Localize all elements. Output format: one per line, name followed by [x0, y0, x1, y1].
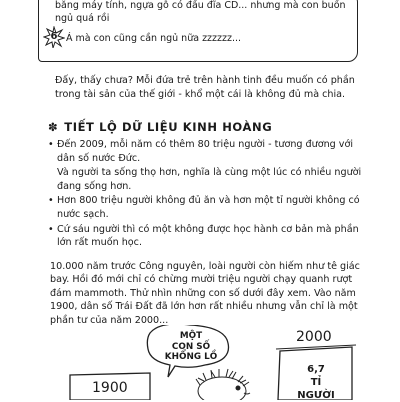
list-item-text: Cứ sáu người thì có một không được học hành cơ bản mà phần lớn rất muốn học. — [57, 223, 359, 249]
ornament-icon: ✽ — [48, 120, 59, 134]
bullet-icon: • — [48, 223, 54, 235]
fact-list — [48, 138, 364, 251]
speech-bubble-line: MỘT — [179, 331, 203, 341]
speech-bubble-text — [156, 331, 226, 363]
sign-line: TỈ — [310, 377, 322, 388]
list-item — [48, 223, 364, 250]
population-cartoon — [0, 325, 400, 400]
sign-line: 6,7 — [307, 364, 325, 375]
year-label-2000: 2000 — [296, 329, 332, 345]
bullet-icon: • — [48, 195, 54, 207]
list-item — [48, 194, 364, 221]
speech-bubble-line: KHỔNG LỒ — [164, 352, 218, 362]
section-heading-text: TIẾT LỘ DỮ LIỆU KINH HOÀNG — [64, 120, 273, 134]
list-continuation-box — [38, 0, 358, 62]
sign-line: NGƯỜI — [297, 390, 335, 401]
population-sign-text — [286, 363, 346, 402]
list-item — [48, 138, 364, 165]
list-item-number: 6 — [50, 31, 58, 42]
list-item-subtext: Và người ta sống thọ hơn, nghĩa là cùng một lúc có nhiều người đang sống hơn. — [57, 167, 362, 192]
list-item-text: Đến 2009, mỗi năm có thêm 80 triệu người - tương đương với dân số nước Đức. — [57, 139, 354, 164]
list-item-text: Hơn 800 triệu người không đủ ăn và hơn một tỉ người không có nước sạch. — [57, 195, 360, 220]
intro-paragraph: Đấy, thấy chưa? Mỗi đứa trẻ trên hành tinh đều muốn có phần trong tài sản của thế giới - khổ một cái là không đủ mà chia. — [55, 75, 355, 100]
list-text-line: ngủ quá rồi — [55, 13, 110, 24]
list-text-line: Á mà con cũng cần ngủ nữa zzzzzz... — [66, 33, 242, 44]
year-label-1900: 1900 — [92, 380, 128, 396]
section-heading — [48, 120, 272, 134]
speech-bubble-line: CON SỐ — [171, 341, 211, 352]
list-text-line: băng máy tính, ngựa gỗ có đầu đĩa CD... nhưng mà con buồn — [55, 0, 346, 11]
bullet-icon: • — [48, 139, 54, 150]
history-paragraph: 10.000 năm trước Công nguyên, loài người còn hiếm như tê giác bay. Hồi đó mới chỉ có chừng mười triệu người chạy quanh rượt đám mammoth. Thử nhìn những con số dưới đây xem. Vào năm 1900, dân số Trái Đất đã lớn hơn rất nhiều nhưng vẫn chỉ là một phần tư của năm 2000... — [50, 261, 360, 326]
